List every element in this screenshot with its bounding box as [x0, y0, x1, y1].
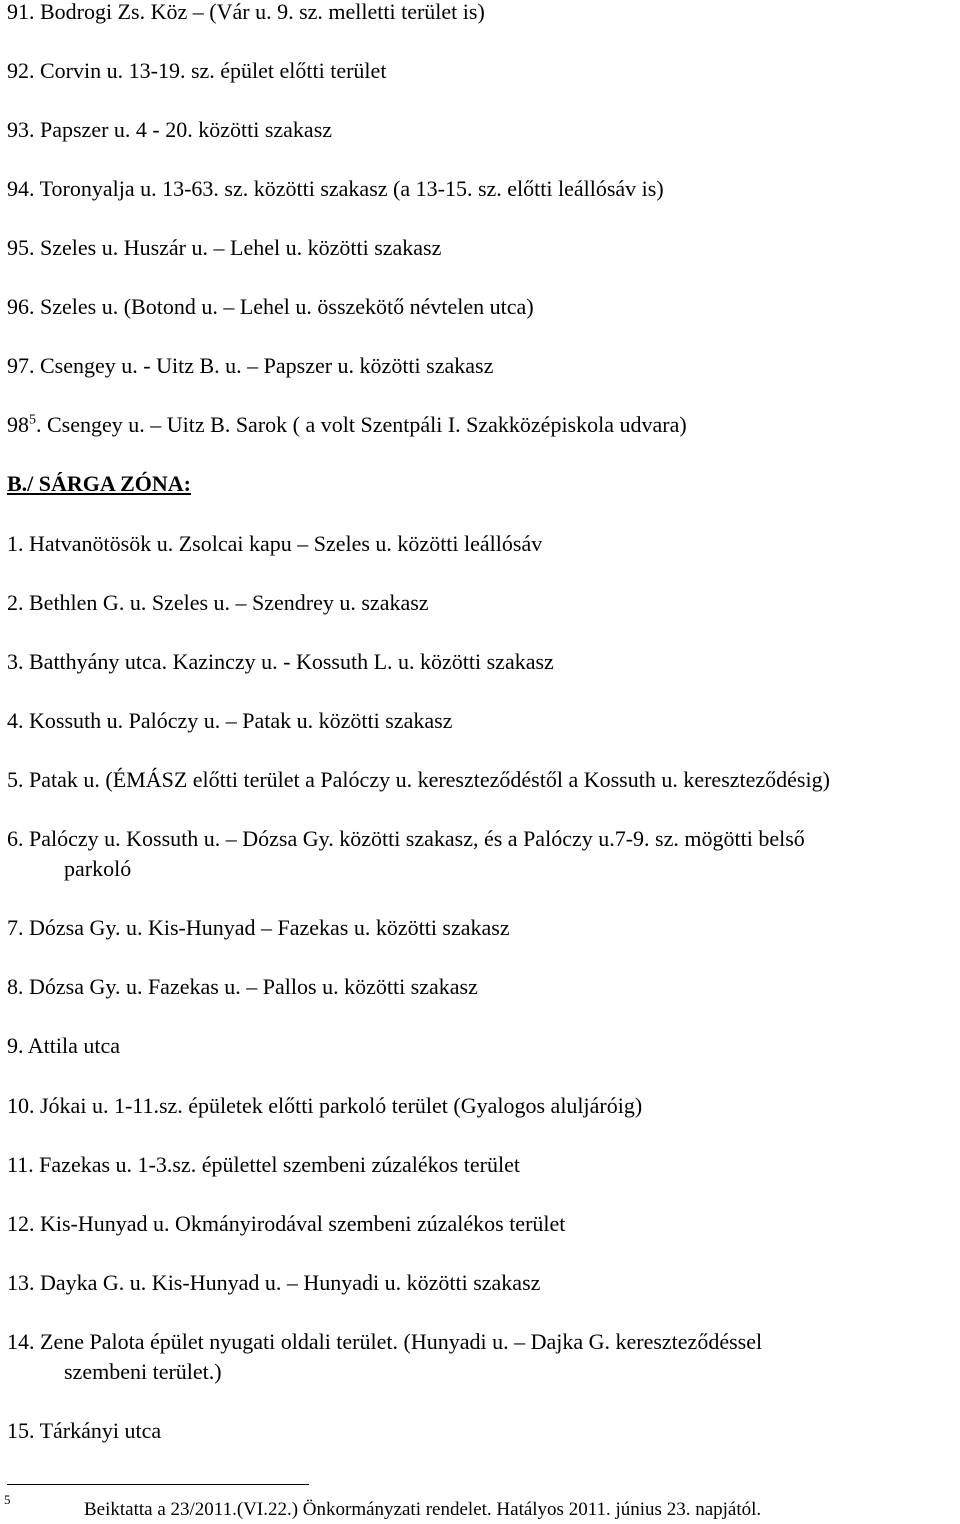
section-heading: B./ SÁRGA ZÓNA: — [7, 471, 191, 496]
list-item-92: 92. Corvin u. 13-19. sz. épület előtti terület — [7, 58, 387, 83]
item-line-first: 6. Palóczy u. Kossuth u. – Dózsa Gy. közötti szakasz, és a Palóczy u.7-9. sz. mögötti belső — [7, 826, 805, 851]
zone-item-13: 13. Dayka G. u. Kis-Hunyad u. – Hunyadi u. közötti szakasz — [7, 1270, 541, 1295]
zone-item-6 — [7, 824, 805, 884]
zone-item-5: 5. Patak u. (ÉMÁSZ előtti terület a Palóczy u. kereszteződéstől a Kossuth u. kereszteződésig) — [7, 767, 830, 792]
zone-item-3: 3. Batthyány utca. Kazinczy u. - Kossuth L. u. közötti szakasz — [7, 649, 554, 674]
zone-item-12: 12. Kis-Hunyad u. Okmányirodával szembeni zúzalékos terület — [7, 1211, 566, 1236]
footnote-separator — [7, 1484, 309, 1485]
zone-item-15: 15. Tárkányi utca — [7, 1418, 162, 1443]
list-item-91: 91. Bodrogi Zs. Köz – (Vár u. 9. sz. melletti terület is) — [7, 0, 485, 24]
list-item-97: 97. Csengey u. - Uitz B. u. – Papszer u. közötti szakasz — [7, 353, 494, 378]
item-number: 98 — [7, 412, 29, 437]
list-item-96: 96. Szeles u. (Botond u. – Lehel u. összekötő névtelen utca) — [7, 294, 534, 319]
item-line-continuation: parkoló — [64, 856, 132, 881]
zone-item-1: 1. Hatvanötösök u. Zsolcai kapu – Szeles u. közötti leállósáv — [7, 531, 543, 556]
footnote-reference: 5 — [29, 412, 36, 428]
zone-item-2: 2. Bethlen G. u. Szeles u. – Szendrey u. szakasz — [7, 590, 429, 615]
zone-item-9: 9. Attila utca — [7, 1033, 121, 1058]
item-text: . Csengey u. – Uitz B. Sarok ( a volt Szentpáli I. Szakközépiskola udvara) — [36, 412, 687, 437]
item-line-first: 14. Zene Palota épület nyugati oldali terület. (Hunyadi u. – Dajka G. kereszteződéssel — [7, 1329, 763, 1354]
footnote-mark: 5 — [4, 1492, 11, 1507]
zone-item-8: 8. Dózsa Gy. u. Fazekas u. – Pallos u. közötti szakasz — [7, 974, 478, 999]
zone-item-4: 4. Kossuth u. Palóczy u. – Patak u. közötti szakasz — [7, 708, 453, 733]
list-item-94: 94. Toronyalja u. 13-63. sz. közötti szakasz (a 13-15. sz. előtti leállósáv is) — [7, 176, 664, 201]
list-item-93: 93. Papszer u. 4 - 20. közötti szakasz — [7, 117, 333, 142]
zone-item-11: 11. Fazekas u. 1-3.sz. épülettel szembeni zúzalékos terület — [7, 1152, 520, 1177]
zone-item-10: 10. Jókai u. 1-11.sz. épületek előtti parkoló terület (Gyalogos aluljáróig) — [7, 1093, 643, 1118]
zone-item-7: 7. Dózsa Gy. u. Kis-Hunyad – Fazekas u. közötti szakasz — [7, 915, 510, 940]
zone-item-14 — [7, 1327, 762, 1387]
footnote-text: Beiktatta a 23/2011.(VI.22.) Önkormányzati rendelet. Hatályos 2011. június 23. napjától. — [84, 1499, 762, 1520]
list-item-98 — [7, 410, 687, 440]
item-line-continuation: szembeni terület.) — [64, 1359, 222, 1384]
list-item-95: 95. Szeles u. Huszár u. – Lehel u. közötti szakasz — [7, 235, 442, 260]
